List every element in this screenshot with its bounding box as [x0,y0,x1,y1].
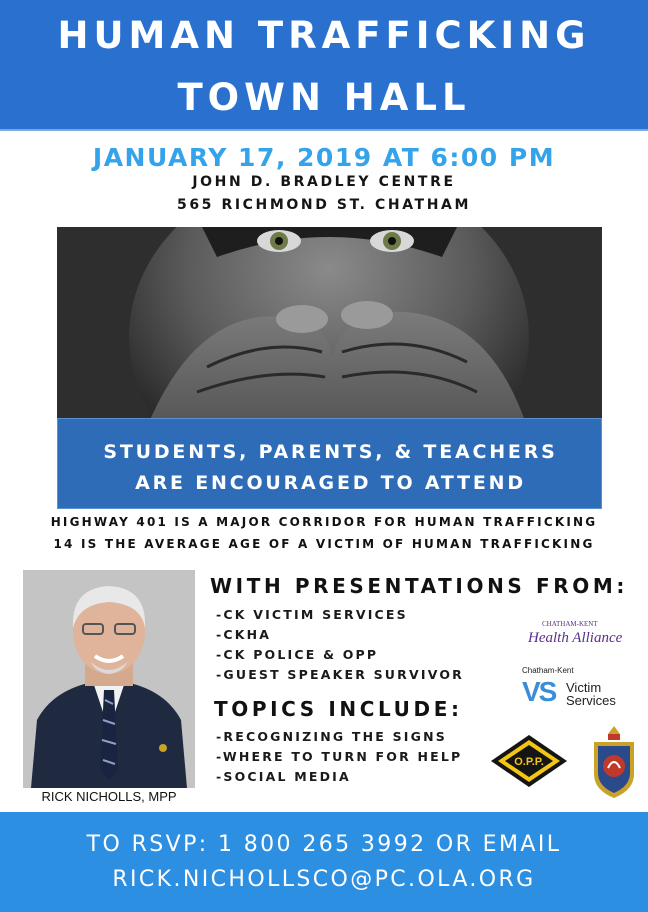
opp-badge-icon [489,733,569,789]
title-line-2: TOWN HALL [177,76,471,119]
victim-services-mark: VS [522,676,556,707]
victim-services-logo [522,666,622,714]
venue-address: 565 RICHMOND ST. CHATHAM [177,197,471,213]
rsvp-email-link[interactable]: RICK.NICHOLLSCO@PC.OLA.ORG [112,867,536,892]
audience-banner [57,418,602,509]
topics-list [216,727,462,787]
fact-highway: HIGHWAY 401 IS A MAJOR CORRIDOR FOR HUMAN TRAFFICKING [50,515,598,529]
list-item: -CK VICTIM SERVICES [216,607,408,622]
speaker-caption: RICK NICHOLLS, MPP [41,789,177,804]
venue-name: JOHN D. BRADLEY CENTRE [192,174,456,190]
presentations-list [216,605,464,685]
fact-age: 14 IS THE AVERAGE AGE OF A VICTIM OF HUMAN TRAFFICKING [53,537,595,551]
list-item: -CK POLICE & OPP [216,647,379,662]
banner-line-2: ARE ENCOURAGED TO ATTEND [135,472,526,494]
health-alliance-logo [526,620,626,656]
rsvp-line: TO RSVP: 1 800 265 3992 OR EMAIL [86,832,562,857]
speaker-portrait [23,570,195,788]
ck-police-crest-icon [588,724,640,800]
opp-badge-text: O.P.P. [514,756,544,768]
presentations-heading: WITH PRESENTATIONS FROM: [210,574,628,598]
victim-services-words: Victim Services [566,680,616,708]
list-item: -CKHA [216,627,272,642]
victim-services-small-text: Chatham-Kent [522,666,574,675]
list-item: -WHERE TO TURN FOR HELP [216,749,463,764]
list-item: -SOCIAL MEDIA [216,769,351,784]
title-header [0,0,648,131]
topics-heading: TOPICS INCLUDE: [214,697,463,721]
list-item: -RECOGNIZING THE SIGNS [216,729,447,744]
health-alliance-small-text: CHATHAM-KENT [542,620,598,628]
list-item: -GUEST SPEAKER SURVIVOR [216,667,465,682]
banner-line-1: STUDENTS, PARENTS, & TEACHERS [103,441,558,463]
title-line-1: HUMAN TRAFFICKING [57,14,591,57]
health-alliance-name: Health Alliance [528,630,623,646]
event-date: JANUARY 17, 2019 AT 6:00 PM [92,143,556,172]
rsvp-footer [0,812,648,912]
